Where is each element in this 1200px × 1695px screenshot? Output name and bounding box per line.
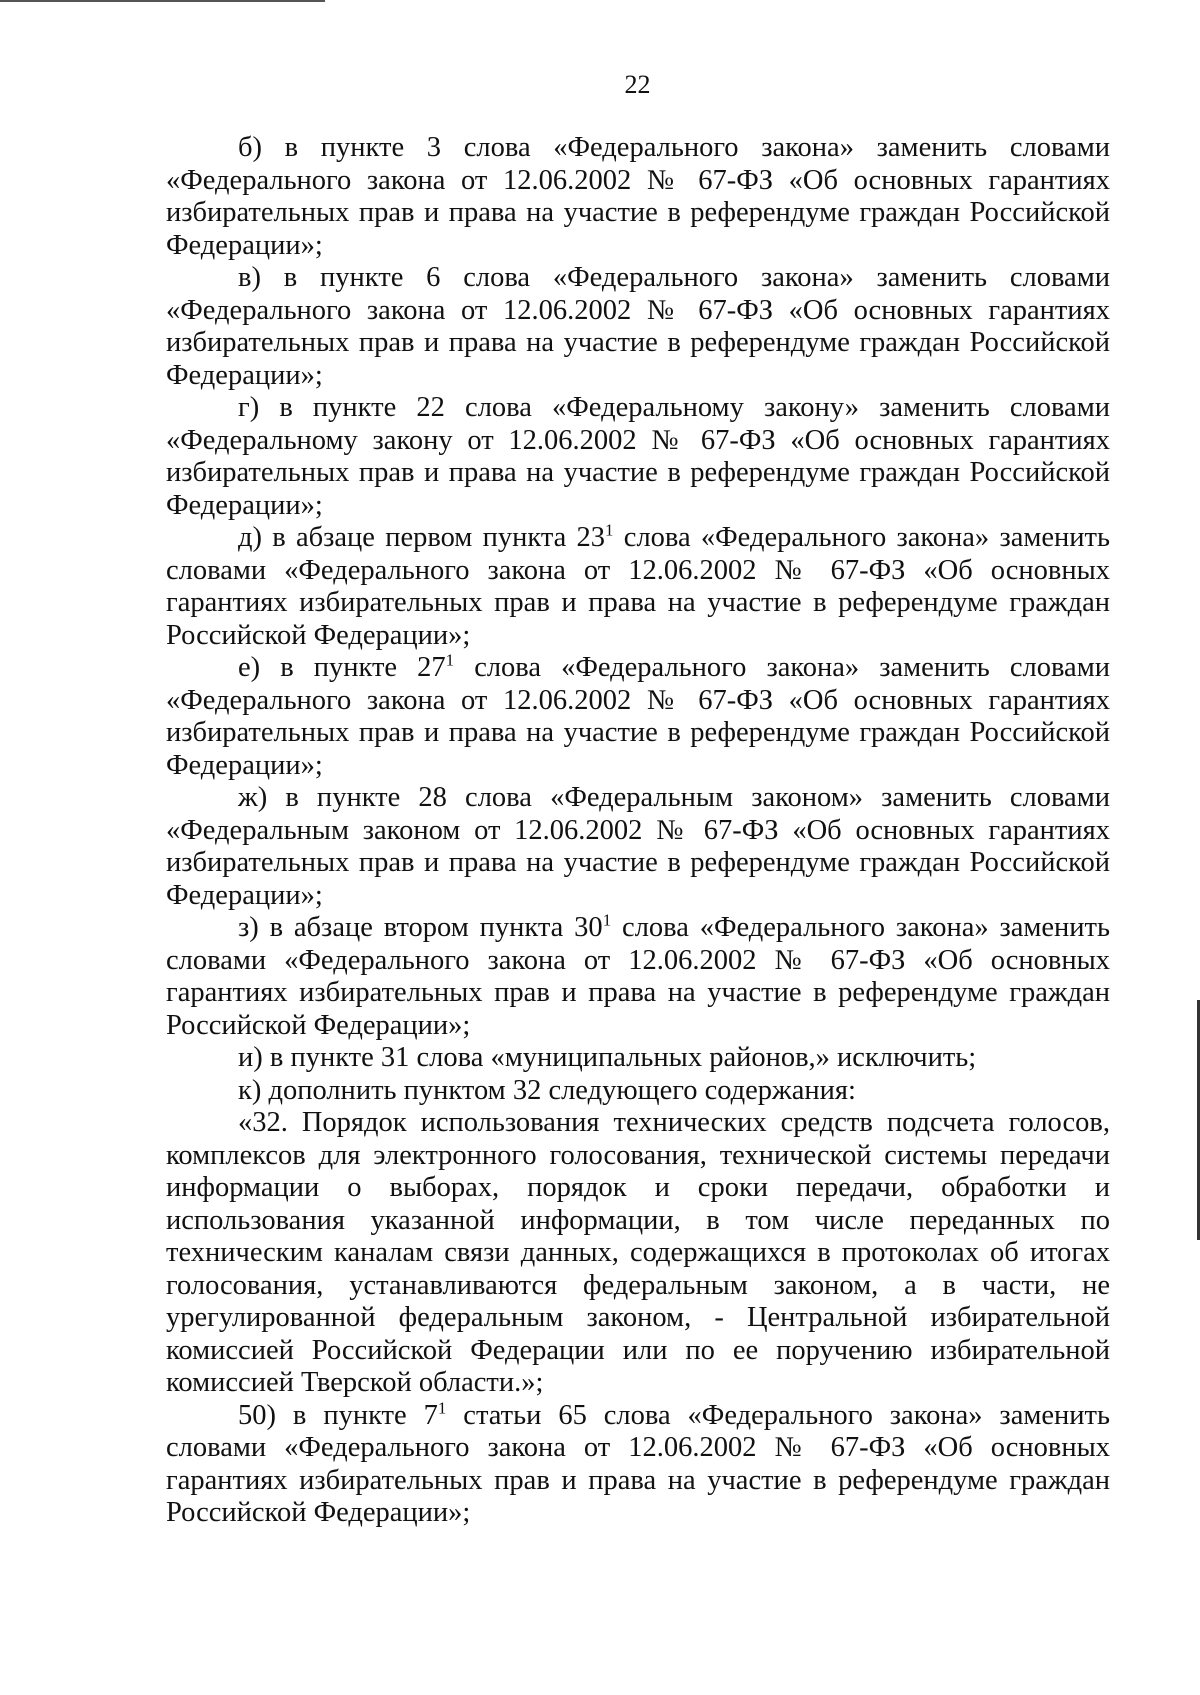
superscript: 1 xyxy=(445,650,455,670)
paragraph-d-post: слова «Федерального закона» заменить словами «Федерального закона от 12.06.2002 № 67-ФЗ «Об основных гарантиях избирательных прав и права на участие в референдуме граждан Российской Федерации»; xyxy=(166,522,1110,651)
scan-edge-top xyxy=(0,0,325,2)
paragraph-g: г) в пункте 22 слова «Федеральному закону» заменить словами «Федеральному закону от 12.06.2002 № 67-ФЗ «Об основных гарантиях избирательных прав и права на участие в референдуме граждан Российской Федерации»; xyxy=(166,392,1110,521)
paragraph-50-post: статьи 65 слова «Федерального закона» заменить словами «Федерального закона от 12.06.2002 № 67-ФЗ «Об основных гарантиях избирательных прав и права на участие в референдуме граждан Российской Федерации»; xyxy=(166,1399,1110,1528)
paragraph-e xyxy=(166,652,1110,782)
paragraph-z-pre: з) в абзаце втором пункта 30 xyxy=(238,912,603,943)
paragraph-d xyxy=(166,522,1110,652)
superscript: 1 xyxy=(437,1398,447,1417)
paragraph-v: в) в пункте 6 слова «Федерального закона» заменить словами «Федерального закона от 12.06.2002 № 67-ФЗ «Об основных гарантиях избирательных прав и права на участие в референдуме граждан Российской Федерации»; xyxy=(166,262,1110,391)
superscript: 1 xyxy=(605,520,614,540)
paragraph-b: б) в пункте 3 слова «Федерального закона» заменить словами «Федерального закона от 12.06.2002 № 67-ФЗ «Об основных гарантиях избирательных прав и права на участие в референдуме граждан Российской Федерации»; xyxy=(166,132,1110,261)
paragraph-e-post: слова «Федерального закона» заменить словами «Федерального закона от 12.06.2002 № 67-ФЗ «Об основных гарантиях избирательных прав и права на участие в референдуме граждан Российской Федерации»; xyxy=(166,652,1110,781)
paragraph-e-pre: е) в пункте 27 xyxy=(238,652,446,683)
paragraph-zh: ж) в пункте 28 слова «Федеральным законом» заменить словами «Федеральным законом от 12.06.2002 № 67-ФЗ «Об основных гарантиях избирательных прав и права на участие в референдуме граждан Российской Федерации»; xyxy=(166,782,1110,911)
paragraph-50 xyxy=(166,1400,1110,1530)
page-number: 22 xyxy=(624,70,651,99)
paragraph-k: к) дополнить пунктом 32 следующего содержания: xyxy=(238,1074,856,1106)
paragraph-i: и) в пункте 31 слова «муниципальных районов,» исключить; xyxy=(238,1042,977,1073)
paragraph-32: «32. Порядок использования технических средств подсчета голосов, комплексов для электронного голосования, технической системы передачи информации о выборах, порядок и сроки передачи, обработки и использования указанной информации, в том числе переданных по техническим каналам связи данных, содержащихся в протоколах об итогах голосования, устанавливаются федеральным законом, а в части, не урегулированной федеральным законом, - Центральной избирательной комиссией Российской Федерации или по ее поручению избирательной комиссией Тверской области.»; xyxy=(166,1107,1110,1398)
paragraph-d-pre: д) в абзаце первом пункта 23 xyxy=(238,522,606,553)
paragraph-z-post: слова «Федерального закона» заменить словами «Федерального закона от 12.06.2002 № 67-ФЗ «Об основных гарантиях избирательных прав и права на участие в референдуме граждан Российской Федерации»; xyxy=(166,912,1110,1041)
superscript: 1 xyxy=(602,910,612,930)
document-body xyxy=(166,132,1110,1530)
paragraph-50-pre: 50) в пункте 7 xyxy=(238,1399,438,1431)
paragraph-z xyxy=(166,912,1110,1042)
